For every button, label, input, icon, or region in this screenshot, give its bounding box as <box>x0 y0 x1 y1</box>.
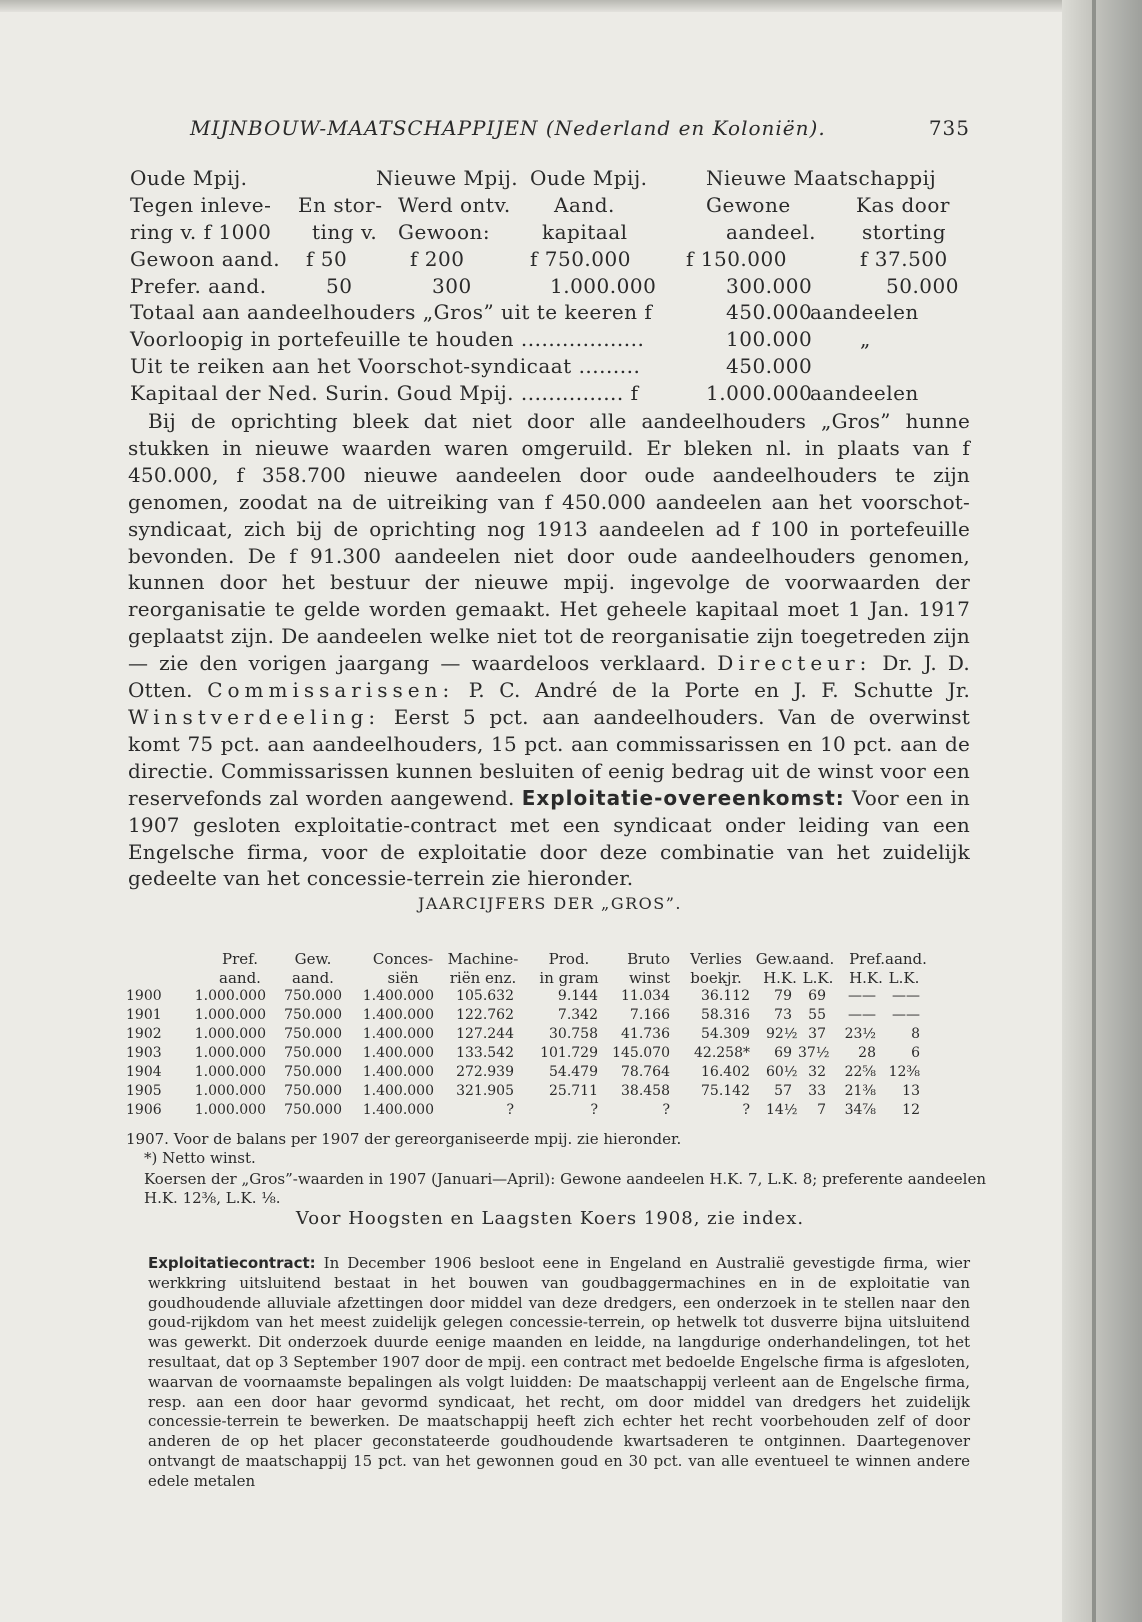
table-cell: —— <box>848 1007 876 1023</box>
table-cell: 33 <box>808 1083 826 1099</box>
table-row <box>126 1007 986 1026</box>
table-cell: 37½ <box>798 1045 830 1061</box>
table-cell: 11.034 <box>621 988 670 1004</box>
stats-table <box>126 950 986 1121</box>
table-cell: 69 <box>808 988 826 1004</box>
table-cell: 1.000.000 <box>194 1102 266 1118</box>
table-cell: 1.400.000 <box>362 988 434 1004</box>
table-cell: 750.000 <box>284 1102 342 1118</box>
table-cell: 37 <box>808 1026 826 1042</box>
book-gutter <box>1062 0 1142 1622</box>
summary-row: Voorloopig in portefeuille te houden .................. 100.000 „ <box>130 327 871 351</box>
footnote: *) Netto winst. <box>144 1149 256 1167</box>
table-cell: 1.400.000 <box>362 1083 434 1099</box>
table-cell: 9.144 <box>557 988 598 1004</box>
stats-header-row: aand. aand. siën riën enz. in gram winst boekjr. H.K. L.K. H.K. L.K. <box>219 969 920 987</box>
contract-label: Exploitatiecontract: <box>148 1254 316 1272</box>
table-cell: 25.711 <box>549 1083 598 1099</box>
table-cell: 6 <box>911 1045 920 1061</box>
table-cell: 145.070 <box>612 1045 670 1061</box>
table-cell: —— <box>892 1007 920 1023</box>
table-row <box>126 1102 986 1121</box>
table-cell: 750.000 <box>284 1083 342 1099</box>
table-cell: 14½ <box>766 1102 798 1118</box>
table-cell: 1.400.000 <box>362 1007 434 1023</box>
year-cell: 1905 <box>126 1083 162 1099</box>
table-cell: 8 <box>911 1026 920 1042</box>
stats-header-row: Pref. Gew. Conces- Machine- Prod. Bruto Verlies Gew.aand. Pref.aand. <box>222 950 927 968</box>
table-cell: 60½ <box>766 1064 798 1080</box>
table-cell: 1.400.000 <box>362 1064 434 1080</box>
table-cell: —— <box>892 988 920 1004</box>
table-cell: 54.309 <box>701 1026 750 1042</box>
year-cell: 1904 <box>126 1064 162 1080</box>
table-row: Oude Mpij. Nieuwe Mpij. Oude Mpij. Nieuwe Maatschappij <box>130 166 937 190</box>
table-cell: 105.632 <box>456 988 514 1004</box>
table-cell: 13 <box>902 1083 920 1099</box>
table-cell: 16.402 <box>701 1064 750 1080</box>
table-cell: 7.166 <box>629 1007 670 1023</box>
table-cell: 750.000 <box>284 1007 342 1023</box>
table-row <box>126 1026 986 1045</box>
table-row: ring v. f 1000 ting v. Gewoon: kapitaal aandeel. storting <box>130 220 947 244</box>
subscription-table <box>130 166 970 301</box>
table-cell: 7 <box>817 1102 826 1118</box>
stats-title: JAARCIJFERS DER „GROS”. <box>417 894 683 913</box>
table-cell: 750.000 <box>284 1026 342 1042</box>
table-cell: 92½ <box>766 1026 798 1042</box>
year-cell: 1900 <box>126 988 162 1004</box>
summary-row: Totaal aan aandeelhouders „Gros” uit te keeren f 450.000 aandeelen <box>130 300 919 324</box>
table-row: Prefer. aand. 50 300 1.000.000 300.000 50.000 <box>130 274 959 298</box>
table-cell: —— <box>848 988 876 1004</box>
koersen-note: Koersen der „Gros”-waarden in 1907 (Januari—April): Gewone aandeelen H.K. 7, L.K. 8; preferente aandeelen H.K. 12⅜, L.K. ⅛. <box>144 1170 986 1207</box>
table-cell: 1.000.000 <box>194 1083 266 1099</box>
table-cell: 21⅜ <box>844 1083 876 1099</box>
table-cell: 12 <box>902 1102 920 1118</box>
table-cell: 1.000.000 <box>194 1026 266 1042</box>
table-cell: 69 <box>774 1045 792 1061</box>
table-cell: 12⅜ <box>888 1064 920 1080</box>
table-cell: 38.458 <box>621 1083 670 1099</box>
summary-row: Kapitaal der Ned. Surin. Goud Mpij. ............... f 1.000.000 aandeelen <box>130 381 919 405</box>
table-cell: 101.729 <box>540 1045 598 1061</box>
table-cell: 73 <box>774 1007 792 1023</box>
table-cell: 42.258* <box>694 1045 750 1061</box>
table-cell: 41.736 <box>621 1026 670 1042</box>
summary-lines <box>130 300 980 408</box>
table-cell: 28 <box>858 1045 876 1061</box>
table-cell: 58.316 <box>701 1007 750 1023</box>
table-cell: 79 <box>774 988 792 1004</box>
table-cell: ? <box>742 1102 750 1118</box>
table-cell: 321.905 <box>456 1083 514 1099</box>
table-row: Gewoon aand. f 50 f 200 f 750.000 f 150.000 f 37.500 <box>130 247 948 271</box>
table-cell: 23½ <box>844 1026 876 1042</box>
scan-top-edge <box>0 0 1142 12</box>
year-cell: 1903 <box>126 1045 162 1061</box>
running-header <box>190 116 970 146</box>
table-cell: 54.479 <box>549 1064 598 1080</box>
winstverdeeling-label: Winstverdeeling: <box>128 704 381 729</box>
page-number: 735 <box>928 116 970 140</box>
table-cell: 127.244 <box>456 1026 514 1042</box>
table-cell: 750.000 <box>284 988 342 1004</box>
table-cell: 1.400.000 <box>362 1102 434 1118</box>
main-paragraph: Bij de oprichting bleek dat niet door alle aandeelhouders „Gros” hunne stukken in nieuwe waarden waren omgeruild. Er bleken nl. in plaats van f 450.000, f 358.700 nieuwe aandeelen door oude aandeelhouders te zijn genomen, zoodat na de uitreiking van f 450.000 aandeelen aan het voorschot-syndicaat, zich bij de oprichting nog 1913 aandeelen ad f 100 in portefeuille bevonden. De f 91.300 aandeelen niet door oude aandeelhouders genomen, kunnen door het bestuur der nieuwe mpij. ingevolge de voorwaarden der reorganisatie te gelde worden gemaakt. Het geheele kapitaal moet 1 Jan. 1917 geplaatst zijn. De aandeelen welke niet tot de reorganisatie zijn toegetreden zijn — zie den vorigen jaargang — waardeloos verklaard. Directeur: Dr. J. D. Otten. Commissarissen: P. C. André de la Porte en J. F. Schutte Jr. Winstverdeeling: Eerst 5 pct. aan aandeelhouders. Van de overwinst komt 75 pct. aan aandeelhouders, 15 pct. aan commissarissen en 10 pct. aan de directie. Commissarissen kunnen besluiten of eenig bedrag uit de winst voor een reservefonds zal worden aangewend. Exploitatie-overeenkomst: Voor een in 1907 gesloten exploitatie-contract met een syndicaat onder leiding van een Engelsche firma, voor de exploitatie door deze combinatie van het zuidelijk gedeelte van het concessie-terrein zie hieronder. <box>128 409 971 891</box>
table-cell: 32 <box>808 1064 826 1080</box>
table-cell: 22⅝ <box>844 1064 876 1080</box>
table-cell: 34⅞ <box>844 1102 876 1118</box>
stats-notes <box>126 1130 986 1168</box>
table-cell: 133.542 <box>456 1045 514 1061</box>
stats-body <box>126 988 986 1121</box>
table-cell: 1.000.000 <box>194 1064 266 1080</box>
year-cell: 1901 <box>126 1007 162 1023</box>
table-cell: 750.000 <box>284 1045 342 1061</box>
year-cell: 1902 <box>126 1026 162 1042</box>
table-row <box>126 1064 986 1083</box>
table-row <box>126 1045 986 1064</box>
table-row: Tegen inleve- En stor- Werd ontv. Aand. Gewone Kas door <box>130 193 950 217</box>
commissarissen-label: Commissarissen: <box>207 678 455 703</box>
table-cell: 1.000.000 <box>194 1045 266 1061</box>
year-cell: 1906 <box>126 1102 162 1118</box>
table-cell: 1.400.000 <box>362 1045 434 1061</box>
table-cell: 1.400.000 <box>362 1026 434 1042</box>
header-title: MIJNBOUW-MAATSCHAPPIJEN (Nederland en Koloniën). <box>190 116 826 140</box>
index-reference: Voor Hoogsten en Laagsten Koers 1908, zie index. <box>295 1208 805 1229</box>
directeur-label: Directeur: <box>717 651 872 676</box>
note-1907: 1907. Voor de balans per 1907 der gereorganiseerde mpij. zie hieronder. <box>126 1130 682 1148</box>
table-cell: 750.000 <box>284 1064 342 1080</box>
table-cell: 57 <box>774 1083 792 1099</box>
table-cell: 78.764 <box>621 1064 670 1080</box>
table-cell: 272.939 <box>456 1064 514 1080</box>
table-cell: 75.142 <box>701 1083 750 1099</box>
exploitatie-label: Exploitatie-overeenkomst: <box>521 785 845 810</box>
table-row <box>126 988 986 1007</box>
contract-paragraph: Exploitatiecontract: In December 1906 besloot eene in Engeland en Australië gevestigde firma, wier werkkring uitsluitend bestaat in het bouwen van goudbaggermachines en in de exploitatie van goudhoudende alluviale afzettingen door middel van deze dredgers, een onderzoek in te stellen naar den goud-rijkdom van het meest zuidelijk gelegen concessie-terrein, op hetwelk tot dusverre bijna uitsluitend was gewerkt. Dit onderzoek duurde eenige maanden en leidde, na langdurige onderhandelingen, tot het resultaat, dat op 3 September 1907 door de mpij. een contract met bedoelde Engelsche firma is afgesloten, waarvan de voornaamste bepalingen als volgt luidden: De maatschappij verleent aan de Engelsche firma, resp. aan een door haar gevormd syndicaat, het recht, om door middel van dredgers het zuidelijk concessie-terrein te bewerken. De maatschappij heeft zich echter het recht voorbehouden zelf of door anderen de op het placer geconstateerde goudhoudende kwartsaderen te ontginnen. Daartegenover ontvangt de maatschappij 15 pct. van het gewonnen goud en 30 pct. van alle eventueel te winnen andere edele metalen <box>148 1254 970 1490</box>
table-cell: 30.758 <box>549 1026 598 1042</box>
table-cell: 36.112 <box>701 988 750 1004</box>
table-cell: 1.000.000 <box>194 1007 266 1023</box>
summary-row: Uit te reiken aan het Voorschot-syndicaat ......... 450.000 <box>130 354 813 378</box>
table-cell: 7.342 <box>557 1007 598 1023</box>
table-cell: 1.000.000 <box>194 988 266 1004</box>
table-cell: 55 <box>808 1007 826 1023</box>
table-cell: ? <box>506 1102 514 1118</box>
table-cell: ? <box>590 1102 598 1118</box>
table-cell: ? <box>662 1102 670 1118</box>
table-cell: 122.762 <box>456 1007 514 1023</box>
table-row <box>126 1083 986 1102</box>
